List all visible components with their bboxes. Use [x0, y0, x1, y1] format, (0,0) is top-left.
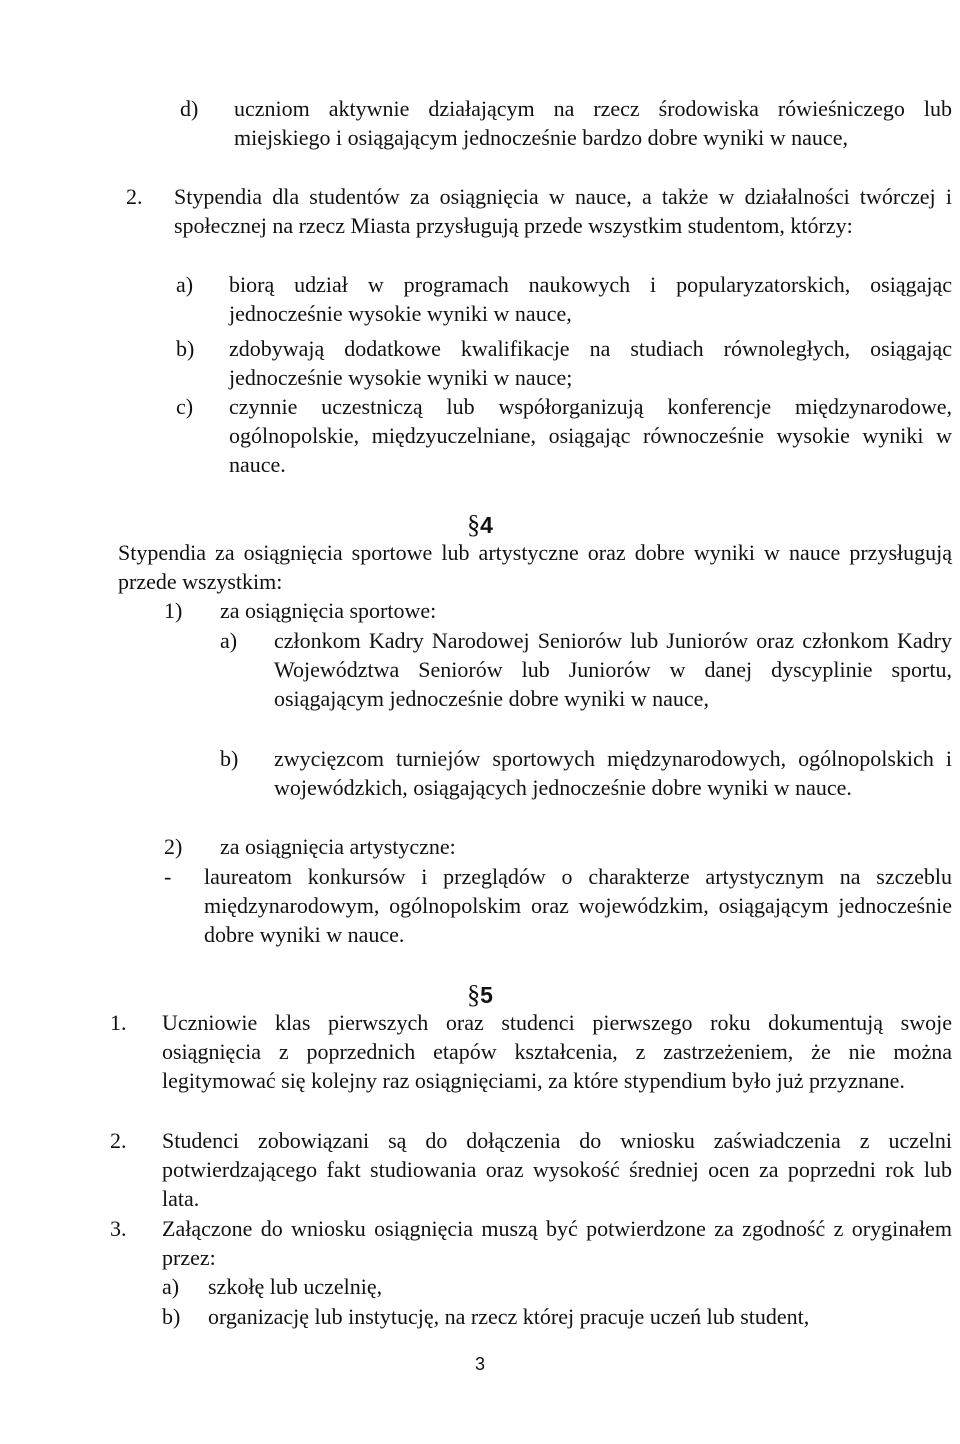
section-sign: § — [467, 510, 481, 539]
dash-label: - — [164, 864, 172, 889]
section-5-item-3 — [110, 1214, 952, 1272]
item-label: c) — [176, 394, 194, 419]
paragraph-2 — [126, 182, 952, 240]
item-label: a) — [162, 1274, 180, 1299]
section-5-item-1 — [110, 1008, 952, 1095]
confirm-item-a — [162, 1272, 952, 1301]
item-label: a) — [220, 628, 238, 653]
item-label: 3. — [110, 1216, 127, 1241]
point-1 — [164, 596, 952, 625]
item-text: organizację lub instytucję, na rzecz której pracuje uczeń lub student, — [208, 1304, 810, 1329]
item-label: b) — [162, 1304, 181, 1329]
section-number: 5 — [480, 982, 493, 1008]
item-text: czynnie uczestniczą lub współorganizują konferencje międzynarodowe, ogólnopolskie, międzyuczelniane, osiągając równocześnie wysokie wyniki w nauce. — [229, 394, 952, 477]
point-label: 1) — [164, 598, 183, 623]
section-4-intro: Stypendia za osiągnięcia sportowe lub artystyczne oraz dobre wyniki w nauce przysługują przede wszystkim: — [118, 540, 952, 594]
confirm-item-b — [162, 1302, 952, 1331]
item-text: laureatom konkursów i przeglądów o charakterze artystycznym na szczeblu międzynarodowym, ogólnopolskim oraz wojewódzkim, osiągającym jednocześnie dobre wyniki w nauce. — [204, 864, 952, 947]
item-label: 2. — [110, 1128, 127, 1153]
item-label: 1. — [110, 1010, 127, 1035]
section-5-item-2 — [110, 1126, 952, 1213]
item-text: szkołę lub uczelnię, — [208, 1274, 383, 1299]
art-item — [164, 862, 952, 949]
list-item-a — [176, 270, 952, 328]
list-item-b — [176, 334, 952, 392]
item-label: d) — [180, 96, 199, 121]
point-label: 2) — [164, 834, 183, 859]
page-number: 3 — [474, 1354, 485, 1374]
paragraph-text: Stypendia dla studentów za osiągnięcia w nauce, a także w działalności twórczej i społecznej na rzecz Miasta przysługują przede wszystkim studentom, którzy: — [174, 184, 952, 238]
list-item-c — [176, 392, 952, 479]
item-text: członkom Kadry Narodowej Seniorów lub Juniorów oraz członkom Kadry Województwa Seniorów lub Juniorów w danej dyscyplinie sportu, osiągającym jednocześnie dobre wyniki w nauce, — [274, 628, 952, 711]
item-text: Uczniowie klas pierwszych oraz studenci pierwszego roku dokumentują swoje osiągnięcia z poprzednich etapów kształcenia, z zastrzeżeniem, że nie można legitymować się kolejny raz osiągnięciami, za które stypendium było już przyznane. — [162, 1010, 952, 1093]
item-text: biorą udział w programach naukowych i popularyzatorskich, osiągając jednocześnie wysokie wyniki w nauce, — [229, 272, 952, 326]
item-label: b) — [176, 336, 195, 361]
item-text: zdobywają dodatkowe kwalifikacje na studiach równoległych, osiągając jednocześnie wysokie wyniki w nauce; — [229, 336, 952, 390]
point-text: za osiągnięcia sportowe: — [220, 598, 437, 623]
point-2 — [164, 832, 952, 861]
item-text: Studenci zobowiązani są do dołączenia do wniosku zaświadczenia z uczelni potwierdzającego fakt studiowania oraz wysokość średniej ocen za poprzedni rok lub lata. — [162, 1128, 952, 1211]
list-item-d — [180, 94, 952, 152]
sport-item-a — [220, 626, 952, 713]
section-heading-4 — [0, 510, 960, 540]
section-sign: § — [467, 980, 481, 1009]
item-text: uczniom aktywnie działającym na rzecz środowiska rówieśniczego lub miejskiego i osiągającym jednocześnie bardzo dobre wyniki w nauce, — [234, 96, 952, 150]
section-heading-5 — [0, 980, 960, 1010]
paragraph-number: 2. — [126, 184, 143, 209]
item-label: a) — [176, 272, 194, 297]
item-text: Załączone do wniosku osiągnięcia muszą być potwierdzone za zgodność z oryginałem przez: — [162, 1216, 952, 1270]
item-label: b) — [220, 746, 239, 771]
point-text: za osiągnięcia artystyczne: — [220, 834, 456, 859]
item-text: zwycięzcom turniejów sportowych międzynarodowych, ogólnopolskich i wojewódzkich, osiągających jednocześnie dobre wyniki w nauce. — [274, 746, 952, 800]
section-number: 4 — [480, 512, 493, 538]
sport-item-b — [220, 744, 952, 802]
